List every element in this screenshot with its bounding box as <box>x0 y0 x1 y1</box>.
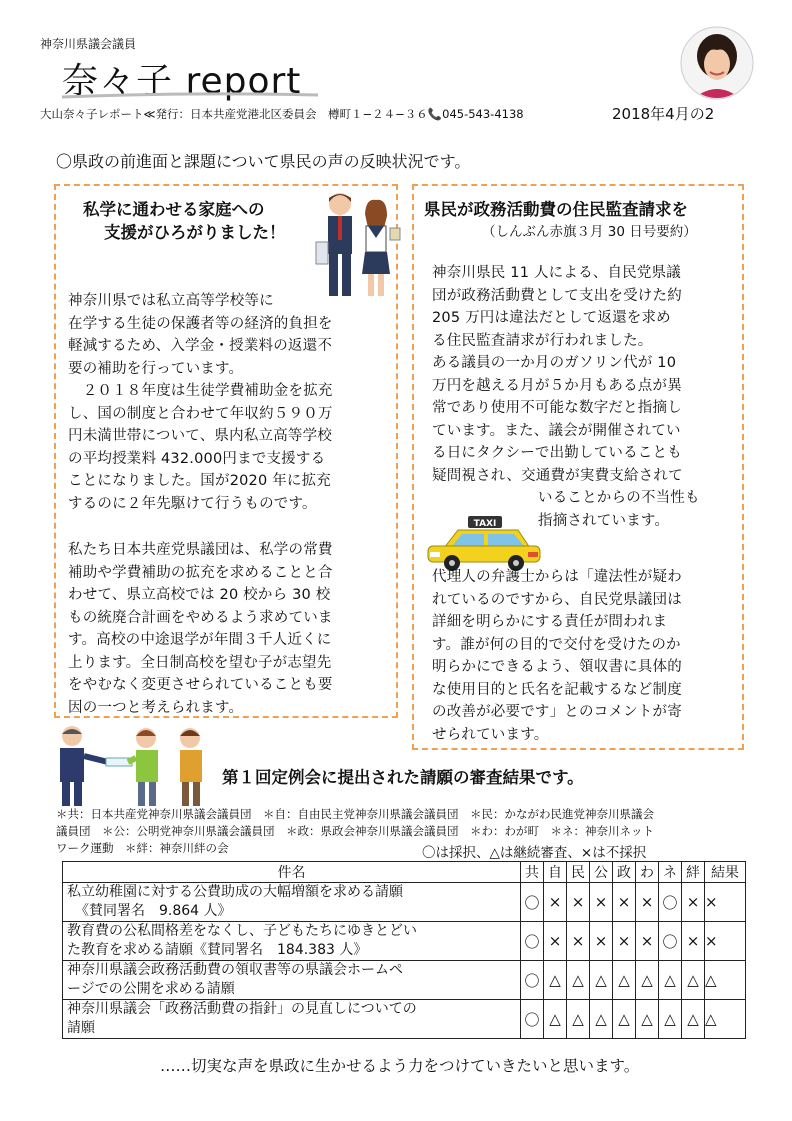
vote-result: △ <box>705 1000 746 1039</box>
left-article-title-1: 私学に通わせる家庭への <box>83 200 265 219</box>
petition-name-line: た教育を求める請願《賛同署名 184.383 人》 <box>67 942 368 958</box>
text-line: 要の補助を行っています。 <box>68 360 244 377</box>
vote-mark: 〇 <box>521 883 544 922</box>
column-header: 共 <box>521 862 544 883</box>
petition-results-table <box>62 861 746 1039</box>
petition-name <box>63 883 521 922</box>
petition-name-line: 神奈川県議会「政務活動費の指針」の見直しについての <box>67 1001 417 1017</box>
affiliation: 神奈川県議会議員 <box>40 37 137 51</box>
petition-name-line: 《賛同署名 9.864 人》 <box>75 903 232 919</box>
text-line: 代理人の弁護士からは「違法性が疑わ <box>432 569 682 585</box>
text-line: ある議員の一か月のガソリン代が 10 <box>432 355 677 371</box>
legend-line: ワーク運動 ＊絆：神奈川絆の会 <box>56 841 229 855</box>
result-key: 〇は採択、△は継続審査、×は不採択 <box>422 845 647 861</box>
text-line: せられています。 <box>432 726 549 743</box>
vote-mark: × <box>613 883 636 922</box>
text-line: 補助や学費補助の拡充を求めることと合 <box>68 564 333 581</box>
text-line: 因の一つと考えられます。 <box>68 699 244 716</box>
text-line: 上ります。全日制高校を望む子が志望先 <box>68 654 332 671</box>
column-header: 絆 <box>682 862 705 883</box>
vote-mark: 〇 <box>521 961 544 1000</box>
text-line: 205 万円は違法だとして返還を求め <box>432 310 671 326</box>
text-line: 詳細を明らかにする責任が問われま <box>432 614 668 630</box>
text-line: 疑問視され、交通費が実費支給されて <box>432 467 683 484</box>
column-header: 結果 <box>705 862 746 883</box>
right-article-source: （しんぶん赤旗３月 30 日号要約） <box>482 224 697 240</box>
vote-result: × <box>705 922 746 961</box>
vote-mark: × <box>613 922 636 961</box>
vote-mark: × <box>544 883 567 922</box>
vote-mark: × <box>636 922 659 961</box>
petition-name-line: ージでの公開を求める請願 <box>67 981 235 997</box>
vote-mark: 〇 <box>659 883 682 922</box>
table-row <box>63 1000 746 1039</box>
taxi-illustration <box>424 512 544 574</box>
newsletter-title: 奈々子 report <box>62 61 302 102</box>
text-line: ２０１８年度は生徒学費補助金を拡充 <box>68 383 333 399</box>
vote-mark: △ <box>590 961 613 1000</box>
column-header: 民 <box>567 862 590 883</box>
title-underline <box>60 92 320 100</box>
legend-line: ＊共：日本共産党神奈川県議会議員団 ＊自：自由民主党神奈川県議会議員団 ＊民：かながわ民進党神奈川県議会 <box>56 807 654 821</box>
vote-mark: × <box>636 883 659 922</box>
portrait-photo <box>680 26 754 100</box>
text-line: もの統廃合計画をやめるよう求めていま <box>68 609 333 626</box>
right-article-paragraph-2 <box>432 566 737 746</box>
petition-name-line: 教育費の公私間格差をなくし、子どもたちにゆきとどい <box>67 923 417 939</box>
vote-mark: △ <box>567 961 590 1000</box>
text-line: 神奈川県では私立高等学校等に <box>68 293 274 309</box>
vote-mark: △ <box>659 1000 682 1039</box>
text-line: ています。また、議会が開催されてい <box>432 422 681 439</box>
vote-mark: △ <box>613 961 636 1000</box>
students-illustration <box>310 188 402 306</box>
table-header-row <box>63 862 746 883</box>
text-line: る住民監査請求が行われました。 <box>432 332 653 349</box>
petition-name <box>63 961 521 1000</box>
petition-name-line: 神奈川県議会政務活動費の領収書等の県議会ホームペ <box>67 962 403 978</box>
left-article-paragraph-2 <box>68 539 388 719</box>
text-line: 常であり使用不可能な数字だと指摘し <box>432 400 682 416</box>
text-line: な使用目的と氏名を記載するなど制度 <box>432 681 682 698</box>
right-article-paragraph-1 <box>432 262 737 532</box>
left-article-title-2: 支援がひろがりました！ <box>104 223 286 242</box>
text-line: れているのですから、自民党県議団は <box>432 591 682 608</box>
text-line: る日にタクシーで出勤していることも <box>432 445 682 461</box>
closing-text: ……切実な声を県政に生かせるよう力をつけていきたいと思います。 <box>160 1057 640 1075</box>
vote-mark: △ <box>590 1000 613 1039</box>
vote-mark: △ <box>682 1000 705 1039</box>
petition-name-line: 私立幼稚園に対する公費助成の大幅増額を求める請願 <box>67 884 403 900</box>
text-line: 在学する生徒の保護者等の経済的負担を <box>68 315 333 332</box>
text-line: 指摘されています。 <box>538 512 670 529</box>
petition-name <box>63 922 521 961</box>
text-line: す。高校の中途退学が年間３千人近くに <box>68 632 332 648</box>
text-line: 明らかにできるよう、領収書に具体的 <box>432 659 682 675</box>
vote-mark: △ <box>567 1000 590 1039</box>
column-header: 政 <box>613 862 636 883</box>
issue-date: 2018年4月の2 <box>612 105 715 123</box>
column-header: 自 <box>544 862 567 883</box>
vote-mark: × <box>682 922 705 961</box>
right-article-title: 県民が政務活動費の住民監査請求を <box>424 200 688 219</box>
table-row <box>63 922 746 961</box>
vote-mark: △ <box>544 961 567 1000</box>
column-header: ネ <box>659 862 682 883</box>
vote-mark: 〇 <box>521 922 544 961</box>
vote-mark: △ <box>682 961 705 1000</box>
vote-mark: × <box>544 922 567 961</box>
text-line: わせて、県立高校では 20 校から 30 校 <box>68 587 331 603</box>
petition-handover-illustration <box>50 722 220 810</box>
vote-result: × <box>705 883 746 922</box>
text-line: す。誰が何の目的で交付を受けたのか <box>432 636 681 653</box>
text-line: 神奈川県民 11 人による、自民党県議 <box>432 265 681 281</box>
text-line: 円未満世帯について、県内私立高等学校 <box>68 428 333 444</box>
text-line: 万円を越える月が５か月もある点が異 <box>432 377 682 394</box>
text-line: し、国の制度と合わせて年収約５９０万 <box>68 405 333 422</box>
vote-result: △ <box>705 961 746 1000</box>
text-line: 私たち日本共産党県議団は、私学の常費 <box>68 542 333 558</box>
column-header: 件名 <box>63 862 521 883</box>
petition-name <box>63 1000 521 1039</box>
petition-name-line: 請願 <box>67 1020 95 1036</box>
text-line: いることからの不当性も <box>538 490 700 506</box>
vote-mark: △ <box>613 1000 636 1039</box>
left-article-paragraph-1 <box>68 290 388 515</box>
vote-mark: × <box>590 922 613 961</box>
vote-mark: △ <box>636 1000 659 1039</box>
vote-mark: × <box>567 883 590 922</box>
vote-mark: × <box>567 922 590 961</box>
legend-line: 議員団 ＊公：公明党神奈川県議会議員団 ＊政：県政会神奈川県議会議員団 ＊わ：わが町 ＊ネ：神奈川ネット <box>56 824 654 838</box>
vote-mark: × <box>590 883 613 922</box>
text-line: の平均授業料 432.000円まで支援する <box>68 450 326 467</box>
table-row <box>63 883 746 922</box>
column-header: 公 <box>590 862 613 883</box>
intro-text: 〇県政の前進面と課題について県民の声の反映状況です。 <box>56 152 471 171</box>
column-header: わ <box>636 862 659 883</box>
vote-mark: △ <box>659 961 682 1000</box>
text-line: ことになりました。国が2020 年に拡充 <box>68 473 332 489</box>
text-line: の改善が必要です」とのコメントが寄 <box>432 704 682 720</box>
taxi-sign: TAXI <box>473 519 497 529</box>
text-line: するのに２年先駆けて行うものです。 <box>68 495 317 512</box>
table-row <box>63 961 746 1000</box>
publisher-line: 大山奈々子レポート≪発行：日本共産党港北区委員会 樽町１−２４−３６📞045-543-4138 <box>40 107 524 121</box>
vote-mark: △ <box>544 1000 567 1039</box>
text-line: をやむなく変更させられていることも要 <box>68 677 333 693</box>
text-line: 団が政務活動費として支出を受けた約 <box>432 287 682 304</box>
vote-mark: × <box>682 883 705 922</box>
text-line: 軽減するため、入学金・授業料の返還不 <box>68 338 333 354</box>
vote-mark: △ <box>636 961 659 1000</box>
vote-mark: 〇 <box>521 1000 544 1039</box>
petitions-heading: 第１回定例会に提出された請願の審査結果です。 <box>222 768 584 787</box>
vote-mark: 〇 <box>659 922 682 961</box>
